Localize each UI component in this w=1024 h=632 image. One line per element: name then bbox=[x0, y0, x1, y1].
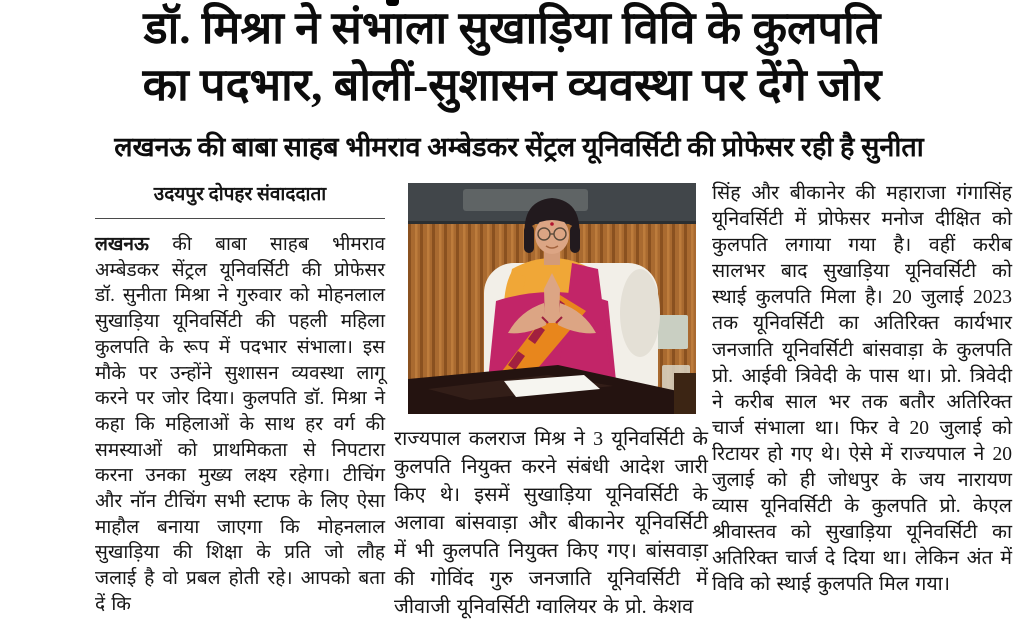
left-column-body: की बाबा साहब भीमराव अम्बेडकर सेंट्रल यूनिवर्सिटी की प्रोफेसर डॉ. सुनीता मिश्रा ने गुरुवार को मोहनलाल सुखाड़िया यूनिवर्सिटी की पहली महिला कुलपति के रूप में पदभार संभाला। इस मौके पर उन्होंने सुशासन व्यवस्था लागू करने पर जोर दिया। कुलपति डॉ. मिश्रा ने कहा कि महिलाओं के साथ हर वर्ग की समस्याओं को प्राथमिकता से निपटारा करना उनका मुख्य लक्ष्य रहेगा। टीचिंग और नॉन टीचिंग सभी स्टाफ के लिए ऐसा माहौल बनाया जाएगा कि मोहनलाल सुखाड़िया की शिक्षा के प्रति जो लौह जलाई है वो प्रबल होती रहे। आपको बता दें कि bbox=[95, 234, 386, 615]
headline-line-2: का पदभार, बोलीं-सुशासन व्यवस्था पर देंगे जोर bbox=[142, 60, 882, 110]
subheadline: लखनऊ की बाबा साहब भीमराव अम्बेडकर सेंट्रल यूनिवर्सिटी की प्रोफेसर रही है सुनीता bbox=[114, 132, 924, 162]
column-right bbox=[712, 181, 1012, 599]
hair-side-right bbox=[570, 225, 580, 253]
byline: उदयपुर दोपहर संवाददाता bbox=[153, 184, 327, 205]
photo-vice-chancellor bbox=[408, 183, 696, 414]
column-middle bbox=[394, 183, 708, 621]
bindi bbox=[550, 222, 554, 226]
left-column-text bbox=[95, 232, 385, 618]
right-column-text: सिंह और बीकानेर की महाराजा गंगासिंह यूनिवर्सिटी में प्रोफेसर मनोज दीक्षित को कुलपति लगाया गया है। वहीं करीब सालभर बाद सुखाड़िया यूनिवर्सिटी को स्थाई कुलपति मिला है। 20 जुलाई 2023 तक यूनिवर्सिटी का अतिरिक्त कार्यभार जनजाति यूनिवर्सिटी बांसवाड़ा के कुलपति प्रो. आईवी त्रिवेदी के पास था। प्रो. त्रिवेदी ने करीब साल भर तक बतौर अतिरिक्त चार्ज संभाला था। फिर वे 20 जुलाई को रिटायर हो गए थे। ऐसे में राज्यपाल ने 20 जुलाई को ही जोधपुर के जय नारायण व्यास यूनिवर्सिटी के कुलपति प्रो. केएल श्रीवास्तव को सुखाड़िया यूनिवर्सिटी का अतिरिक्त चार्ज दे दिया था। लेकिन अंत में विवि को स्थाई कुलपति मिल गया। bbox=[712, 183, 1012, 596]
lead-word: लखनऊ bbox=[95, 234, 149, 255]
headline-line-1: डॉ. मिश्रा ने संभाला सुखाड़िया विवि के कुलपति bbox=[143, 3, 881, 53]
hair-side-left bbox=[524, 225, 534, 253]
headline bbox=[14, 0, 1010, 114]
column-left bbox=[95, 183, 385, 618]
byline-divider bbox=[95, 218, 385, 219]
photo-illustration bbox=[408, 183, 696, 414]
chair-arm-wood bbox=[674, 373, 696, 414]
chair-shade bbox=[620, 269, 660, 357]
middle-column-text: राज्यपाल कलराज मिश्र ने 3 यूनिवर्सिटी के कुलपति नियुक्त करने संबंधी आदेश जारी किए थे। इसमें सुखाड़िया यूनिवर्सिटी के अलावा बांसवाड़ा और बीकानेर यूनिवर्सिटी में भी कुलपति नियुक्त किए गए। बांसवाड़ा की गोविंद गुरु जनजाति यूनिवर्सिटी में जीवाजी यूनिवर्सिटी ग्वालियर के प्रो. केशव bbox=[394, 428, 708, 618]
